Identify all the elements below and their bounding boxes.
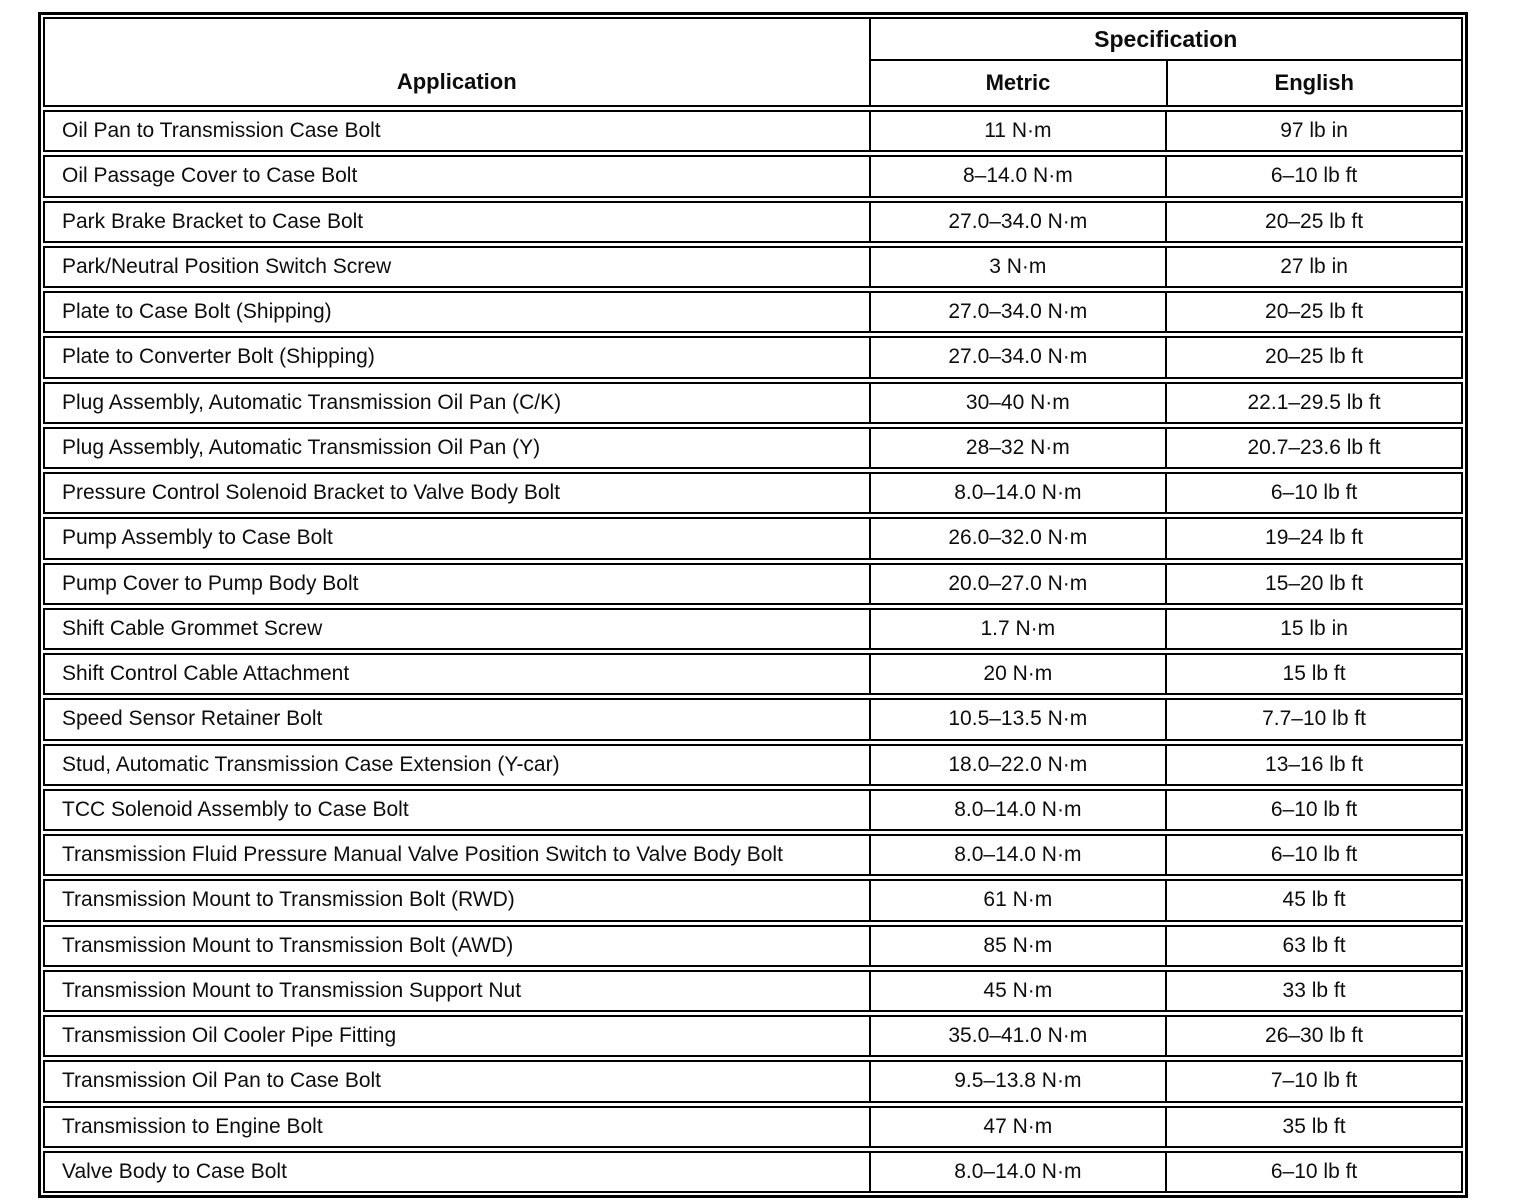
cell-english: 6–10 lb ft [1270, 1159, 1358, 1183]
cell-english: 20–25 lb ft [1265, 300, 1364, 323]
cell-english: 63 lb ft [1282, 933, 1346, 957]
cell-english: 13–16 lb ft [1265, 752, 1364, 776]
column-header-english: English [1274, 70, 1354, 95]
cell-application: Valve Body to Case Bolt [45, 1153, 871, 1191]
cell-english: 20–25 lb ft [1265, 209, 1364, 233]
cell-metric: 85 N·m [871, 927, 1168, 965]
table-row [43, 563, 1463, 605]
table-row [43, 1106, 1463, 1148]
cell-english: 7–10 lb ft [1270, 1069, 1358, 1093]
cell-english: 22.1–29.5 lb ft [1247, 390, 1381, 414]
cell-metric: 11 N·m [871, 112, 1168, 150]
cell-english: 33 lb ft [1282, 978, 1346, 1002]
cell-english: 20.7–23.6 lb ft [1247, 435, 1381, 459]
header-unit-row [871, 61, 1461, 105]
cell-metric: 10.5–13.5 N·m [871, 700, 1168, 738]
cell-application: Shift Cable Grommet Screw [45, 610, 871, 648]
cell-metric: 1.7 N·m [871, 610, 1168, 648]
cell-application: TCC Solenoid Assembly to Case Bolt [45, 791, 871, 829]
table-row [43, 427, 1463, 469]
cell-metric: 26.0–32.0 N·m [871, 519, 1168, 557]
cell-application: Shift Control Cable Attachment [45, 655, 871, 693]
cell-metric: 61 N·m [871, 881, 1168, 919]
table-row [43, 653, 1463, 695]
cell-application: Transmission Fluid Pressure Manual Valve Position Switch to Valve Body Bolt [45, 836, 871, 874]
cell-application: Plate to Converter Bolt (Shipping) [45, 338, 871, 376]
table-row [43, 1060, 1463, 1102]
cell-english: 6–10 lb ft [1270, 797, 1358, 821]
cell-application: Pump Assembly to Case Bolt [45, 519, 871, 557]
table-row [43, 608, 1463, 650]
cell-metric: 20 N·m [871, 655, 1168, 693]
cell-application: Stud, Automatic Transmission Case Extension (Y-car) [45, 746, 871, 784]
cell-english: 45 lb ft [1282, 888, 1346, 912]
torque-spec-table [38, 12, 1468, 1198]
column-header-metric: Metric [871, 61, 1168, 105]
table-row [43, 472, 1463, 514]
table-row [43, 744, 1463, 786]
cell-metric: 45 N·m [871, 972, 1168, 1010]
cell-metric: 35.0–41.0 N·m [871, 1017, 1168, 1055]
cell-application: Plug Assembly, Automatic Transmission Oil Pan (C/K) [45, 384, 871, 422]
cell-metric: 28–32 N·m [871, 429, 1168, 467]
table-row [43, 201, 1463, 243]
cell-application: Plate to Case Bolt (Shipping) [45, 293, 871, 331]
cell-application: Transmission Mount to Transmission Support Nut [45, 972, 871, 1010]
cell-english: 19–24 lb ft [1265, 526, 1364, 550]
cell-metric: 18.0–22.0 N·m [871, 746, 1168, 784]
table-row [43, 925, 1463, 967]
cell-metric: 27.0–34.0 N·m [871, 293, 1168, 331]
cell-metric: 8.0–14.0 N·m [871, 791, 1168, 829]
column-header-application: Application [45, 19, 871, 105]
table-row [43, 246, 1463, 288]
cell-application: Transmission Oil Cooler Pipe Fitting [45, 1017, 871, 1055]
cell-metric: 8.0–14.0 N·m [871, 474, 1168, 512]
cell-application: Oil Pan to Transmission Case Bolt [45, 112, 871, 150]
cell-application: Park Brake Bracket to Case Bolt [45, 203, 871, 241]
table-row [43, 789, 1463, 831]
table-row [43, 698, 1463, 740]
table-row [43, 1151, 1463, 1193]
cell-metric: 8.0–14.0 N·m [871, 1153, 1168, 1191]
cell-english: 6–10 lb ft [1270, 843, 1358, 866]
cell-english: 35 lb ft [1282, 1114, 1346, 1138]
cell-application: Oil Passage Cover to Case Bolt [45, 157, 871, 195]
cell-application: Transmission to Engine Bolt [45, 1108, 871, 1146]
cell-application: Transmission Mount to Transmission Bolt (RWD) [45, 881, 871, 919]
table-row [43, 517, 1463, 559]
cell-application: Park/Neutral Position Switch Screw [45, 248, 871, 286]
cell-application: Speed Sensor Retainer Bolt [45, 700, 871, 738]
cell-application: Transmission Oil Pan to Case Bolt [45, 1062, 871, 1100]
cell-english: 15 lb in [1280, 616, 1348, 640]
cell-english: 6–10 lb ft [1270, 164, 1358, 188]
table-row [43, 970, 1463, 1012]
cell-metric: 20.0–27.0 N·m [871, 565, 1168, 603]
cell-metric: 27.0–34.0 N·m [871, 203, 1168, 241]
table-row [43, 155, 1463, 197]
table-row [43, 291, 1463, 333]
table-row [43, 834, 1463, 876]
cell-english: 20–25 lb ft [1265, 345, 1364, 369]
cell-metric: 8.0–14.0 N·m [871, 836, 1168, 874]
table-header [43, 17, 1463, 107]
cell-application: Pressure Control Solenoid Bracket to Valve Body Bolt [45, 474, 871, 512]
cell-english: 26–30 lb ft [1265, 1024, 1364, 1047]
cell-english: 15–20 lb ft [1265, 571, 1364, 595]
cell-metric: 8–14.0 N·m [871, 157, 1168, 195]
cell-application: Plug Assembly, Automatic Transmission Oil Pan (Y) [45, 429, 871, 467]
cell-english: 27 lb in [1280, 254, 1348, 278]
table-row [43, 1015, 1463, 1057]
cell-english: 7.7–10 lb ft [1262, 707, 1367, 731]
table-row [43, 336, 1463, 378]
cell-metric: 30–40 N·m [871, 384, 1168, 422]
cell-metric: 3 N·m [871, 248, 1168, 286]
column-header-specification: Specification [871, 19, 1461, 61]
cell-metric: 47 N·m [871, 1108, 1168, 1146]
cell-metric: 27.0–34.0 N·m [871, 338, 1168, 376]
header-specification-group [871, 19, 1461, 105]
table-body [43, 110, 1463, 1193]
table-row [43, 110, 1463, 152]
cell-english: 15 lb ft [1282, 662, 1346, 685]
cell-english: 97 lb in [1280, 119, 1348, 142]
cell-application: Transmission Mount to Transmission Bolt (AWD) [45, 927, 871, 965]
document-page [38, 12, 1468, 1198]
table-row [43, 879, 1463, 921]
cell-metric: 9.5–13.8 N·m [871, 1062, 1168, 1100]
table-row [43, 382, 1463, 424]
table-stack [43, 17, 1463, 1193]
cell-application: Pump Cover to Pump Body Bolt [45, 565, 871, 603]
cell-english: 6–10 lb ft [1270, 481, 1358, 504]
